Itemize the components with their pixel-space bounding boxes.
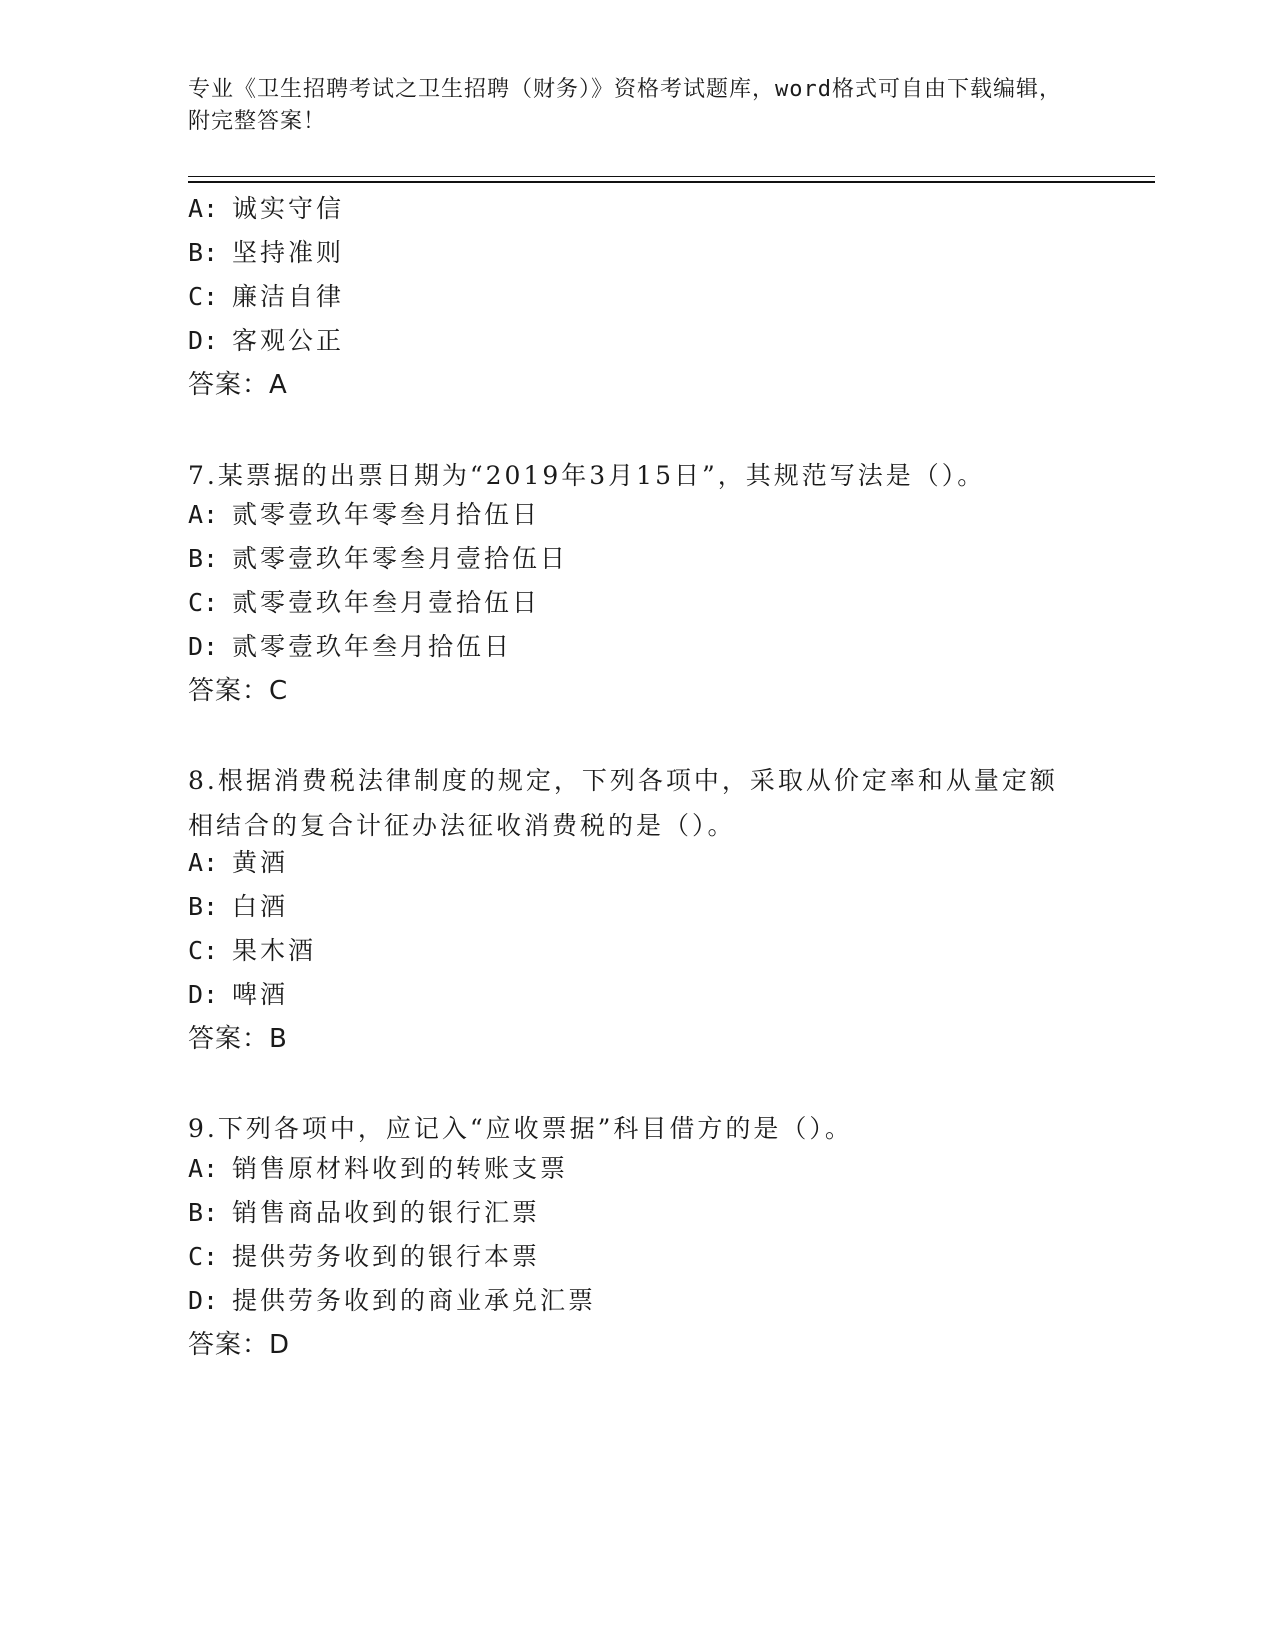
option-text: 提供劳务收到的银行本票 <box>232 1242 541 1271</box>
option-key: A: <box>188 194 219 223</box>
q8-answer: 答案：B <box>188 1024 288 1054</box>
q6-option-d <box>188 324 344 358</box>
option-text: 果木酒 <box>232 936 317 965</box>
option-key: C: <box>188 936 219 965</box>
q9-stem: 9.下列各项中，应记入“应收票据”科目借方的是（）。 <box>188 1114 853 1143</box>
option-text: 贰零壹玖年叁月拾伍日 <box>232 632 513 661</box>
option-key: A: <box>188 848 219 877</box>
option-key: B: <box>188 544 219 573</box>
option-key: C: <box>188 282 219 311</box>
q7-option-c <box>188 586 540 620</box>
option-text: 贰零壹玖年叁月壹拾伍日 <box>232 588 541 617</box>
option-text: 坚持准则 <box>232 238 345 267</box>
option-key: C: <box>188 588 219 617</box>
option-text: 啤酒 <box>232 980 289 1009</box>
q6-option-c <box>188 280 344 314</box>
q9-option-a <box>188 1152 568 1186</box>
q7-option-d <box>188 630 512 664</box>
q8-option-d <box>188 978 288 1012</box>
q8-option-c <box>188 934 316 968</box>
q6-option-b <box>188 236 344 270</box>
option-key: A: <box>188 500 219 529</box>
option-text: 销售原材料收到的转账支票 <box>232 1154 569 1183</box>
q7-answer: 答案：C <box>188 676 289 706</box>
q9-option-d <box>188 1284 596 1318</box>
option-text: 贰零壹玖年零叁月壹拾伍日 <box>232 544 569 573</box>
q9-option-c <box>188 1240 540 1274</box>
q6-answer: 答案：A <box>188 370 288 400</box>
option-key: B: <box>188 238 219 267</box>
option-text: 客观公正 <box>232 326 345 355</box>
option-key: A: <box>188 1154 219 1183</box>
option-key: D: <box>188 1286 219 1315</box>
document-header: 专业《卫生招聘考试之卫生招聘（财务）》资格考试题库，word格式可自由下载编辑，附完整答案！ <box>188 77 1062 134</box>
q8-option-a <box>188 846 288 880</box>
option-text: 黄酒 <box>232 848 289 877</box>
option-text: 白酒 <box>232 892 289 921</box>
q6-option-a <box>188 192 344 226</box>
q9-answer: 答案：D <box>188 1330 291 1360</box>
q7-option-a <box>188 498 540 532</box>
q8-option-b <box>188 890 288 924</box>
option-text: 销售商品收到的银行汇票 <box>232 1198 541 1227</box>
header-divider-thin <box>188 176 1155 177</box>
option-text: 提供劳务收到的商业承兑汇票 <box>232 1286 597 1315</box>
option-key: D: <box>188 980 219 1009</box>
option-text: 贰零壹玖年零叁月拾伍日 <box>232 500 541 529</box>
option-key: C: <box>188 1242 219 1271</box>
option-key: D: <box>188 326 219 355</box>
header-divider-thick <box>188 181 1155 183</box>
q8-stem: 8.根据消费税法律制度的规定，下列各项中，采取从价定率和从量定额相结合的复合计征办法征收消费税的是（）。 <box>188 766 1058 840</box>
q7-option-b <box>188 542 568 576</box>
option-text: 廉洁自律 <box>232 282 345 311</box>
q7-stem: 7.某票据的出票日期为“2019年3月15日”，其规范写法是（）。 <box>188 461 986 490</box>
q9-option-b <box>188 1196 540 1230</box>
option-text: 诚实守信 <box>232 194 345 223</box>
option-key: B: <box>188 1198 219 1227</box>
option-key: B: <box>188 892 219 921</box>
option-key: D: <box>188 632 219 661</box>
